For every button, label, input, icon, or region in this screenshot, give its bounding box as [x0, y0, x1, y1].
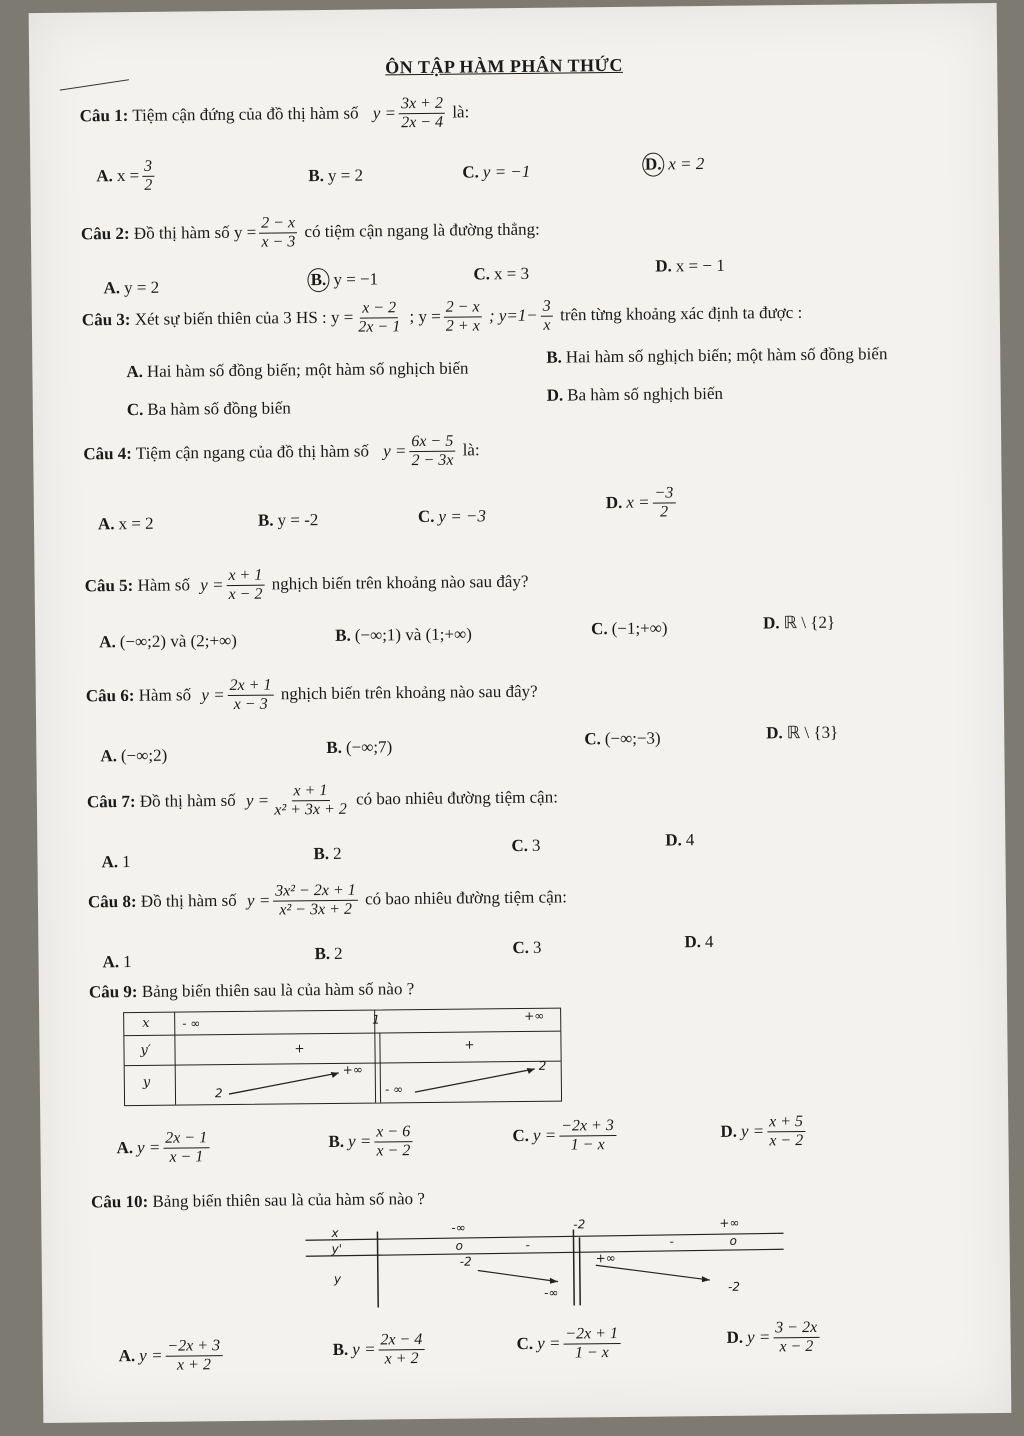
q5-option-b[interactable]: B. (−∞;1) và (1;+∞) — [335, 624, 472, 645]
q5-option-c[interactable]: C. (−1;+∞) — [591, 618, 668, 639]
q9-option-b[interactable]: B. y = $\frac{x - 6}{x - 2}$ — [328, 1123, 411, 1160]
question-6: Câu 6: Hàm số y = $\frac{2x + 1}{x - 3}$ nghịch biến trên khoảng nào sau đây? — [85, 676, 538, 714]
q4-option-a[interactable]: A. x = 2 — [97, 513, 154, 534]
t10-sign-2: - — [669, 1234, 674, 1249]
q1-option-b[interactable]: B. y = 2 — [308, 165, 364, 186]
variation-table-10 — [305, 1217, 786, 1308]
q5-option-d[interactable]: D. ℝ \ {2} — [762, 612, 836, 633]
t9-y2: - ∞ — [384, 1082, 404, 1097]
t9-y3: 2 — [538, 1058, 547, 1073]
q3-option-c[interactable]: C. Ba hàm số đồng biến — [126, 398, 291, 420]
q6-option-d[interactable]: D. ℝ \ {3} — [766, 722, 839, 743]
question-7: Câu 7: Đồ thị hàm số y = $\frac{x + 1}{\text{x² + 3x + 2}}$ có bao nhiêu đường tiệm cận: — [86, 782, 558, 819]
q7-option-a[interactable]: A. 1 — [101, 852, 131, 872]
t9-x1: 1 — [372, 1012, 380, 1027]
answer-circle-icon: B. — [307, 268, 329, 292]
t10-yp-label: y' — [331, 1241, 343, 1257]
t9-sign-1: + — [464, 1037, 475, 1052]
q8-option-b[interactable]: B. 2 — [314, 943, 343, 964]
q2-option-b[interactable]: B. y = −1 — [307, 267, 378, 292]
q7-option-b[interactable]: B. 2 — [313, 843, 342, 864]
t9-y-label: y — [142, 1074, 151, 1090]
q4-option-b[interactable]: B. y = -2 — [257, 510, 319, 530]
q3-option-b[interactable]: B. Hai hàm số nghịch biến; một hàm số đồng biến — [546, 344, 888, 367]
question-2: Câu 2: Đồ thị hàm số y = $\frac{2 - x}{x - 3}$ có tiệm cận ngang là đường thẳng: — [80, 214, 540, 252]
question-5: Câu 5: Hàm số y = $\frac{x + 1}{x - 2}$ nghịch biến trên khoảng nào sau đây? — [84, 566, 529, 604]
t9-x-label: x — [142, 1015, 150, 1031]
t10-y3: -2 — [727, 1279, 741, 1294]
q5-option-a[interactable]: A. (−∞;2) và (2;+∞) — [99, 630, 237, 652]
q6-option-b[interactable]: B. (−∞;7) — [326, 737, 393, 758]
exam-sheet — [29, 3, 1012, 1423]
q3-option-d[interactable]: D. Ba hàm số nghịch biến — [546, 383, 724, 405]
t9-y1: +∞ — [342, 1062, 363, 1077]
q2-option-c[interactable]: C. x = 3 — [473, 263, 530, 284]
q3-option-a[interactable]: A. Hai hàm số đồng biến; một hàm số nghịch biến — [126, 358, 469, 382]
t9-x0: - ∞ — [182, 1016, 201, 1031]
q10-option-c[interactable]: C. y = $\frac{-2x + 1}{1 - x}$ — [516, 1325, 623, 1364]
q1-option-a[interactable]: A. x = $\frac{3}{2}$ — [96, 157, 153, 195]
q9-option-d[interactable]: D. y = $\frac{x + 5}{x - 2}$ — [720, 1113, 804, 1150]
pen-mark — [60, 79, 129, 90]
t10-sign-1: - — [525, 1237, 530, 1252]
question-1: Câu 1: Tiệm cận đứng của đồ thị hàm số y = $\frac{3x + 2}{2x - 4}$ là: — [79, 94, 470, 132]
q1-option-c[interactable]: C. y = −1 — [462, 161, 531, 182]
t10-y2: -∞ — [543, 1285, 559, 1300]
t10-y0: -2 — [459, 1254, 472, 1269]
q4-option-d[interactable]: D. x = $\frac{-3}{2}$ — [606, 484, 679, 523]
question-8: Câu 8: Đồ thị hàm số y = $\frac{\text{3x² − 2x + 1}}{\text{x² − 3x + 2}}$ có bao nhiêu đường tiệm cận: — [87, 881, 568, 919]
page-title: ÔN TẬP HÀM PHÂN THỨC — [385, 54, 623, 78]
t10-sign-3: o — [729, 1233, 737, 1248]
question-9: Câu 9: Bảng biến thiên sau là của hàm số nào ? — [88, 979, 415, 1002]
q6-option-a[interactable]: A. (−∞;2) — [100, 745, 168, 766]
answer-circle-icon: D. — [642, 152, 664, 176]
q10-option-d[interactable]: D. y = $\frac{3 - 2x}{x - 2}$ — [726, 1319, 822, 1358]
t10-x-label: x — [331, 1225, 339, 1241]
t10-x2: +∞ — [719, 1215, 740, 1230]
q4-option-c[interactable]: C. y = −3 — [417, 506, 487, 527]
question-10: Câu 10: Bảng biến thiên sau là của hàm số nào ? — [90, 1189, 425, 1212]
t10-sign-0: o — [455, 1238, 463, 1253]
q9-option-a[interactable]: A. y = $\frac{2x - 1}{x - 1}$ — [116, 1129, 212, 1168]
q9-option-c[interactable]: C. y = $\frac{-2x + 3}{1 - x}$ — [512, 1117, 619, 1156]
question-4: Câu 4: Tiệm cận ngang của đồ thị hàm số y = $\frac{6x - 5}{2 - 3x}$ là: — [83, 432, 480, 470]
q10-option-b[interactable]: B. y = $\frac{2x - 4}{x + 2}$ — [332, 1331, 427, 1370]
question-3: Câu 3: Xét sự biến thiên của 3 HS : y = $\frac{x - 2}{2x - 1}$ ; y = $\frac{2 - x}{2 + x}$ ; y=1− $\frac{3}{x}$ trên từng khoảng xác định ta được : — [81, 297, 803, 337]
t10-y1: +∞ — [595, 1251, 616, 1266]
t9-x2: +∞ — [524, 1008, 545, 1023]
variation-table-9 — [123, 1008, 562, 1107]
q8-option-a[interactable]: A. 1 — [102, 952, 132, 972]
q1-option-d[interactable]: D. x = 2 — [642, 152, 704, 177]
q2-option-a[interactable]: A. y = 2 — [103, 277, 160, 298]
t10-x0: -∞ — [451, 1220, 466, 1235]
q8-option-c[interactable]: C. 3 — [512, 937, 542, 958]
q10-option-a[interactable]: A. y = $\frac{-2x + 3}{x + 2}$ — [119, 1337, 226, 1376]
q6-option-c[interactable]: C. (−∞;−3) — [584, 728, 661, 749]
t9-arrows — [124, 1009, 561, 1106]
t10-y-label: y — [333, 1271, 342, 1286]
q7-option-d[interactable]: D. 4 — [665, 830, 695, 850]
t10-x1: -2 — [573, 1217, 586, 1232]
q7-option-c[interactable]: C. 3 — [511, 835, 541, 856]
q8-option-d[interactable]: D. 4 — [684, 931, 714, 952]
t9-sign-0: + — [294, 1041, 305, 1056]
q2-option-d[interactable]: D. x = − 1 — [655, 255, 725, 276]
t9-y0: 2 — [214, 1086, 223, 1101]
t9-yp-label: y′ — [140, 1042, 151, 1058]
